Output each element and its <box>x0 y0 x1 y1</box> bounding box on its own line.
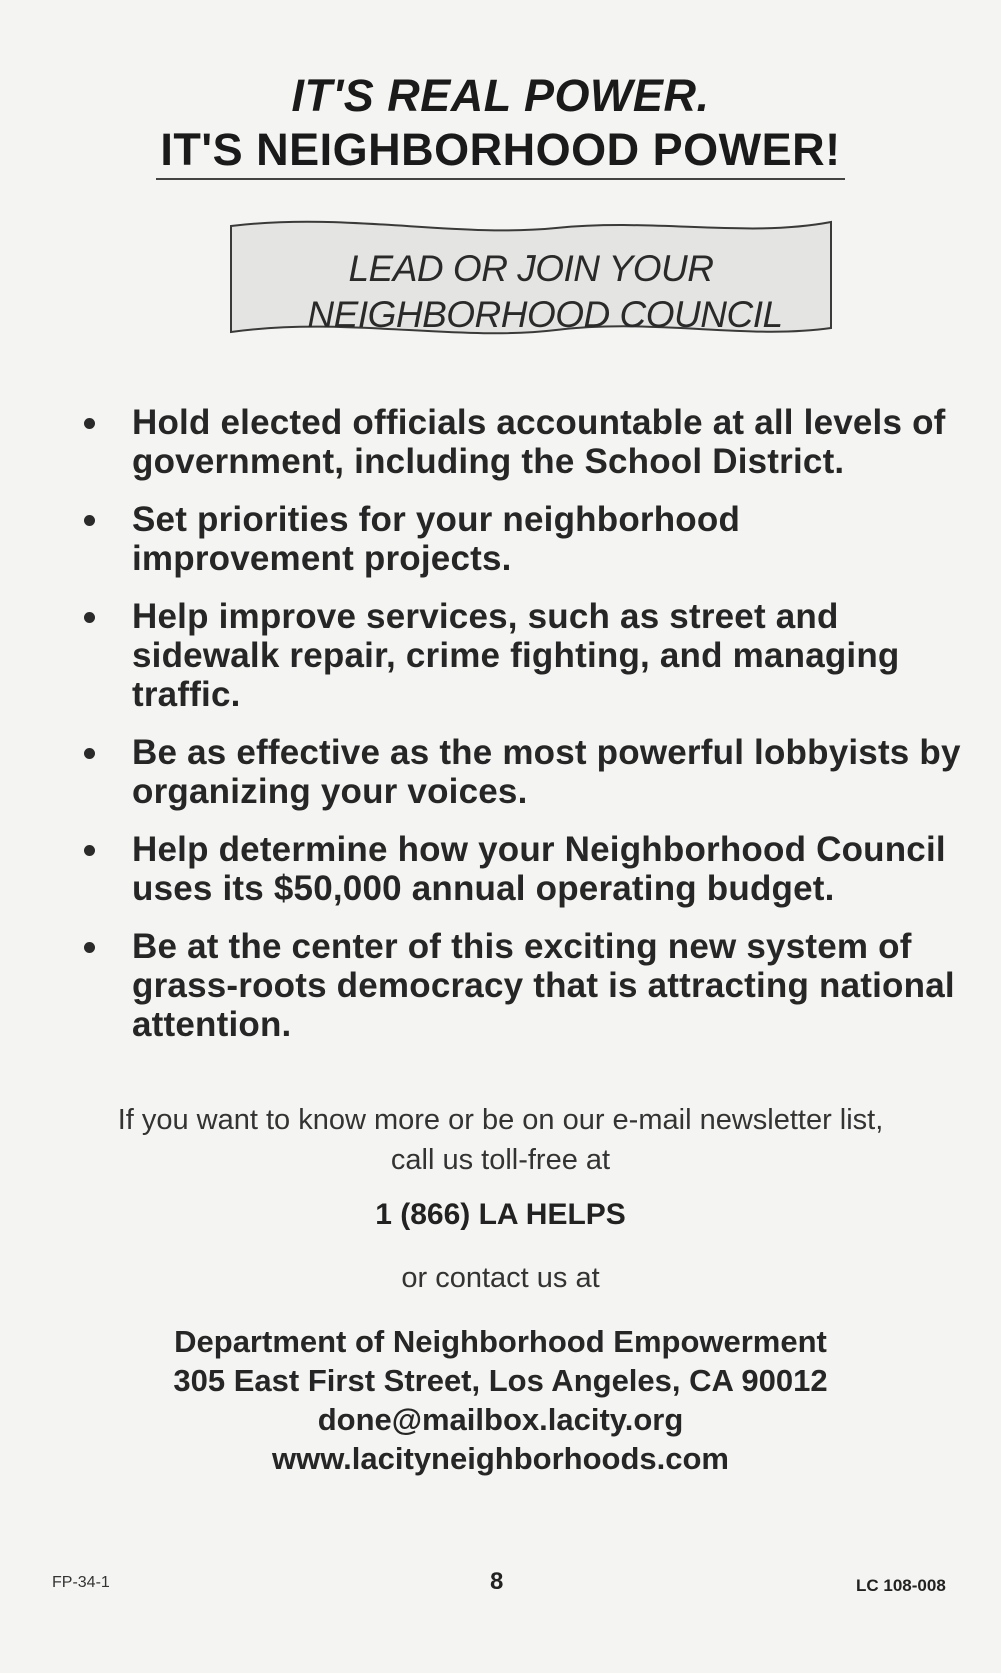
banner <box>226 216 836 351</box>
document-code: LC 108-008 <box>856 1576 946 1595</box>
page-number: 8 <box>490 1568 504 1595</box>
list-item-text: Help determine how your Neighborhood Council uses its $50,000 annual operating budget. <box>132 830 946 908</box>
department-name: Department of Neighborhood Empowerment <box>174 1324 827 1359</box>
list-item-text: Be as effective as the most powerful lobbyists by organizing your voices. <box>132 733 961 811</box>
bullet-icon <box>84 612 95 623</box>
headline-line-1: IT'S REAL POWER. <box>291 70 710 121</box>
list-item <box>82 733 962 811</box>
list-item-text: Set priorities for your neighborhood improvement projects. <box>132 500 741 578</box>
contact-intro-line-2: call us toll-free at <box>390 1144 611 1176</box>
email-link[interactable]: done@mailbox.lacity.org <box>317 1402 684 1437</box>
bullet-icon <box>84 748 95 759</box>
banner-line-1: LEAD OR JOIN YOUR <box>348 248 714 289</box>
contact-address <box>0 1322 1001 1478</box>
bullet-icon <box>84 418 95 429</box>
headline-line-2: IT'S NEIGHBORHOOD POWER! <box>156 122 844 180</box>
form-code: FP-34-1 <box>52 1574 110 1591</box>
list-item <box>82 403 962 481</box>
contact-intro <box>0 1100 1001 1180</box>
list-item <box>82 830 962 908</box>
banner-line-2: NEIGHBORHOOD COUNCIL <box>307 294 783 335</box>
bullet-icon <box>84 942 95 953</box>
headline <box>0 70 1001 180</box>
list-item-text: Be at the center of this exciting new system of grass-roots democracy that is attracting national attention. <box>132 927 955 1044</box>
or-contact-text: or contact us at <box>401 1262 600 1294</box>
website-link[interactable]: www.lacityneighborhoods.com <box>271 1441 729 1476</box>
list-item-text: Hold elected officials accountable at all levels of government, including the School District. <box>132 403 946 481</box>
bullet-icon <box>84 845 95 856</box>
bullet-icon <box>84 515 95 526</box>
phone-number[interactable]: 1 (866) LA HELPS <box>375 1198 626 1231</box>
contact-intro-line-1: If you want to know more or be on our e-mail newsletter list, <box>117 1104 884 1136</box>
list-item <box>82 500 962 578</box>
list-item <box>82 927 962 1044</box>
list-item <box>82 597 962 714</box>
street-address: 305 East First Street, Los Angeles, CA 90012 <box>173 1363 828 1398</box>
benefits-list <box>82 403 962 1063</box>
list-item-text: Help improve services, such as street and sidewalk repair, crime fighting, and managing traffic. <box>132 597 900 714</box>
